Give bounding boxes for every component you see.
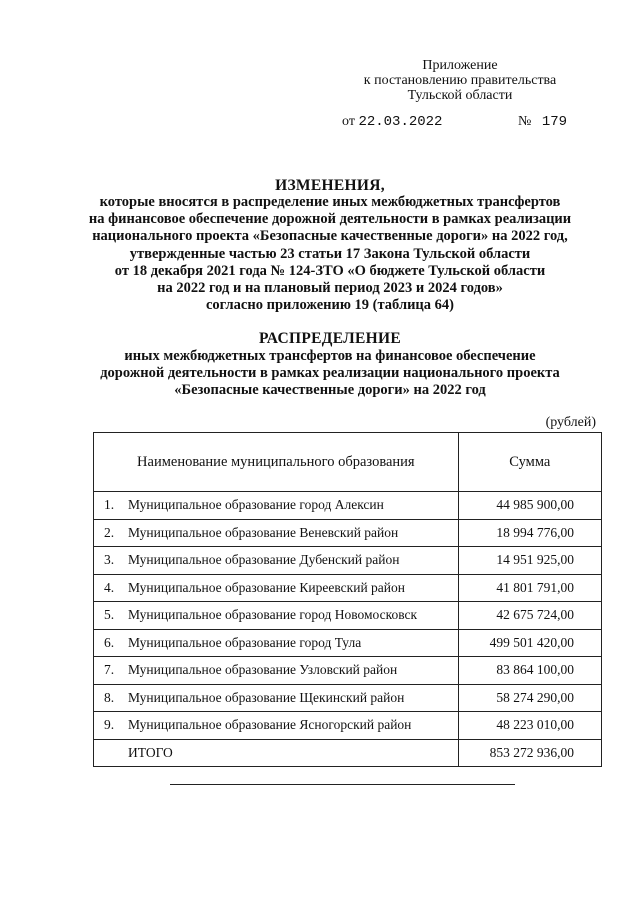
row-number: 5. [104,607,115,623]
total-sum-cell: 853 272 936,00 [458,739,601,767]
units-label: (рублей) [545,415,596,430]
total-label-cell [94,739,459,767]
changes-title: ИЗМЕНЕНИЯ, [275,177,385,194]
table-row [94,657,602,685]
row-number: 8. [104,689,115,705]
distribution-line: «Безопасные качественные дороги» на 2022 год [174,382,486,398]
total-label: ИТОГО [128,744,173,760]
municipality-name: Муниципальное образование Ясногорский район [128,717,412,733]
table-row [94,684,602,712]
date-value: 22.03.2022 [358,114,443,130]
sum-cell: 44 985 900,00 [458,492,601,520]
municipality-cell [94,657,459,685]
number-prefix: № [518,114,532,129]
changes-line: национального проекта «Безопасные качественные дороги» на 2022 год, [92,228,568,245]
distribution-line: иных межбюджетных трансфертов на финансовое обеспечение [124,348,536,364]
appendix-line-3: Тульской области [407,88,513,103]
sum-cell: 58 274 290,00 [458,684,601,712]
changes-line: которые вносятся в распределение иных межбюджетных трансфертов [99,194,561,210]
sum-cell: 83 864 100,00 [458,657,601,685]
sum-cell: 14 951 925,00 [458,547,601,575]
row-number: 2. [104,524,115,540]
row-number: 4. [104,579,115,595]
municipality-name: Муниципальное образование Веневский район [128,524,399,540]
decree-date [342,114,442,130]
row-number: 9. [104,717,115,733]
municipality-name: Муниципальное образование Узловский район [128,662,398,678]
table-row [94,547,602,575]
municipality-cell [94,547,459,575]
transfers-table [93,432,602,767]
table-row [94,629,602,657]
distribution-description [60,348,600,399]
municipality-name: Муниципальное образование Киреевский район [128,579,405,595]
municipality-name: Муниципальное образование Дубенский район [128,552,400,568]
municipality-name: Муниципальное образование город Тула [128,634,362,650]
municipality-cell [94,629,459,657]
municipality-name: Муниципальное образование город Новомосковск [128,607,418,623]
appendix-line-1: Приложение [422,58,498,73]
changes-line: согласно приложению 19 (таблица 64) [206,297,454,314]
bottom-divider [170,784,515,785]
distribution-title: РАСПРЕДЕЛЕНИЕ [259,330,401,347]
number-value: 179 [541,114,568,130]
table-row [94,574,602,602]
municipality-cell [94,712,459,740]
distribution-line: дорожной деятельности в рамках реализации национального проекта [100,365,560,381]
sum-cell: 18 994 776,00 [458,519,601,547]
header-name: Наименование муниципального образования [94,433,459,492]
changes-line: от 18 декабря 2021 года № 124-ЗТО «О бюджете Тульской области [114,262,546,279]
appendix-block [340,58,580,103]
changes-description [60,194,600,314]
sum-cell: 42 675 724,00 [458,602,601,630]
table-row [94,712,602,740]
municipality-cell [94,574,459,602]
table-header-row [94,433,602,492]
appendix-line-2: к постановлению правительства [363,73,557,88]
row-number: 6. [104,634,115,650]
sum-cell: 41 801 791,00 [458,574,601,602]
municipality-cell [94,492,459,520]
table-row [94,492,602,520]
sum-cell: 48 223 010,00 [458,712,601,740]
total-row [94,739,602,767]
date-prefix: от [342,114,355,129]
table-row [94,519,602,547]
row-number: 3. [104,552,115,568]
changes-line: на 2022 год и на плановый период 2023 и 2024 годов» [157,280,503,297]
municipality-name: Муниципальное образование город Алексин [128,497,384,513]
municipality-cell [94,602,459,630]
municipality-cell [94,684,459,712]
sum-cell: 499 501 420,00 [458,629,601,657]
municipality-name: Муниципальное образование Щекинский район [128,689,405,705]
row-number: 7. [104,662,115,678]
row-number: 1. [104,497,115,513]
changes-line: утвержденные частью 23 статьи 17 Закона Тульской области [129,245,531,262]
decree-number [518,114,567,130]
municipality-cell [94,519,459,547]
table-row [94,602,602,630]
header-sum: Сумма [458,433,601,492]
changes-line: на финансовое обеспечение дорожной деятельности в рамках реализации [88,211,572,228]
